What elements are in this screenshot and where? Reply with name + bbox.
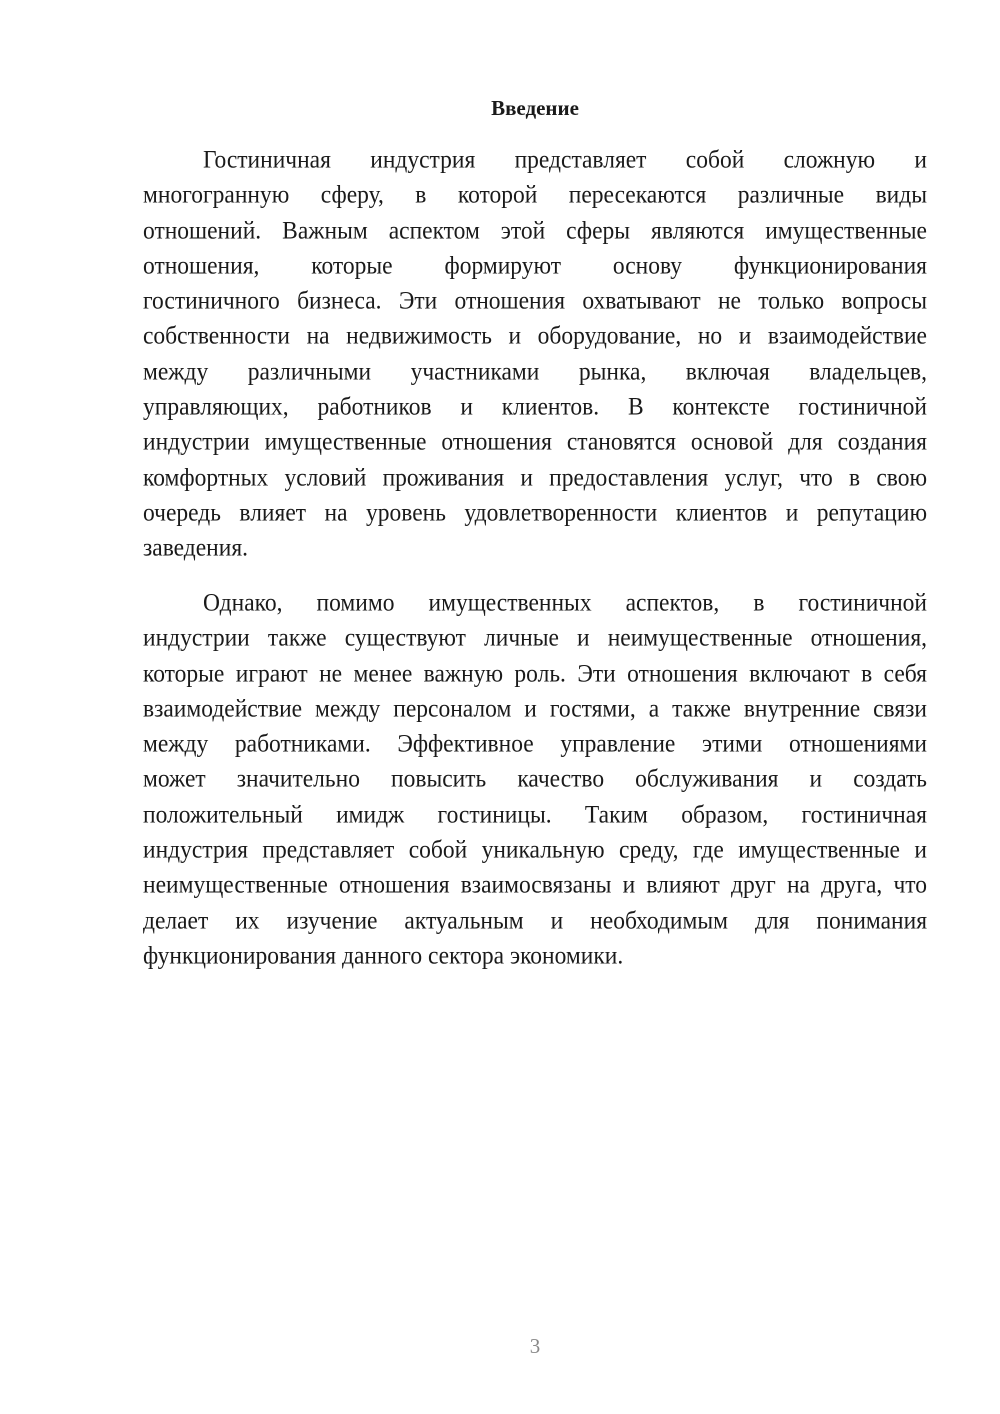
paragraph-2	[143, 586, 927, 974]
text-line: заведения.	[143, 534, 249, 563]
text-line: положительный имидж гостиницы. Таким образом, гостиничная	[143, 800, 927, 829]
text-line: неимущественные отношения взаимосвязаны и влияют друг на друга, что	[143, 871, 927, 900]
section-heading: Введение	[491, 96, 579, 120]
text-line: отношения, которые формируют основу функционирования	[143, 251, 927, 280]
text-line: взаимодействие между персоналом и гостями, а также внутренние связи	[143, 694, 927, 723]
text-line: управляющих, работников и клиентов. В контексте гостиничной	[143, 392, 927, 422]
paragraph-1	[143, 143, 927, 567]
page-number: 3	[529, 1334, 541, 1358]
text-line: гостиничного бизнеса. Эти отношения охватывают не только вопросы	[143, 287, 927, 316]
text-line: между работниками. Эффективное управление этими отношениями	[143, 730, 927, 759]
text-line: индустрии также существуют личные и неимущественные отношения,	[143, 624, 927, 653]
text-line: отношений. Важным аспектом этой сферы являются имущественные	[143, 216, 927, 245]
text-line: многогранную сферу, в которой пересекаются различные виды	[143, 181, 927, 210]
text-line: делает их изучение актуальным и необходимым для понимания	[143, 906, 927, 935]
text-line: которые играют не менее важную роль. Эти отношения включают в себя	[143, 659, 927, 688]
text-line: очередь влияет на уровень удовлетворенности клиентов и репутацию	[143, 498, 927, 527]
text-line: Гостиничная индустрия представляет собой сложную и	[203, 145, 927, 174]
text-line: собственности на недвижимость и оборудование, но и взаимодействие	[143, 322, 927, 351]
text-line: индустрия представляет собой уникальную среду, где имущественные и	[143, 835, 927, 865]
text-line: комфортных условий проживания и предоставления услуг, что в свою	[143, 463, 927, 492]
text-line: между различными участниками рынка, включая владельцев,	[143, 357, 927, 386]
text-line: Однако, помимо имущественных аспектов, в гостиничной	[203, 588, 927, 617]
text-line: индустрии имущественные отношения становятся основой для создания	[143, 428, 927, 457]
text-line: может значительно повысить качество обслуживания и создать	[143, 765, 927, 794]
text-line: функционирования данного сектора экономики.	[143, 941, 624, 970]
